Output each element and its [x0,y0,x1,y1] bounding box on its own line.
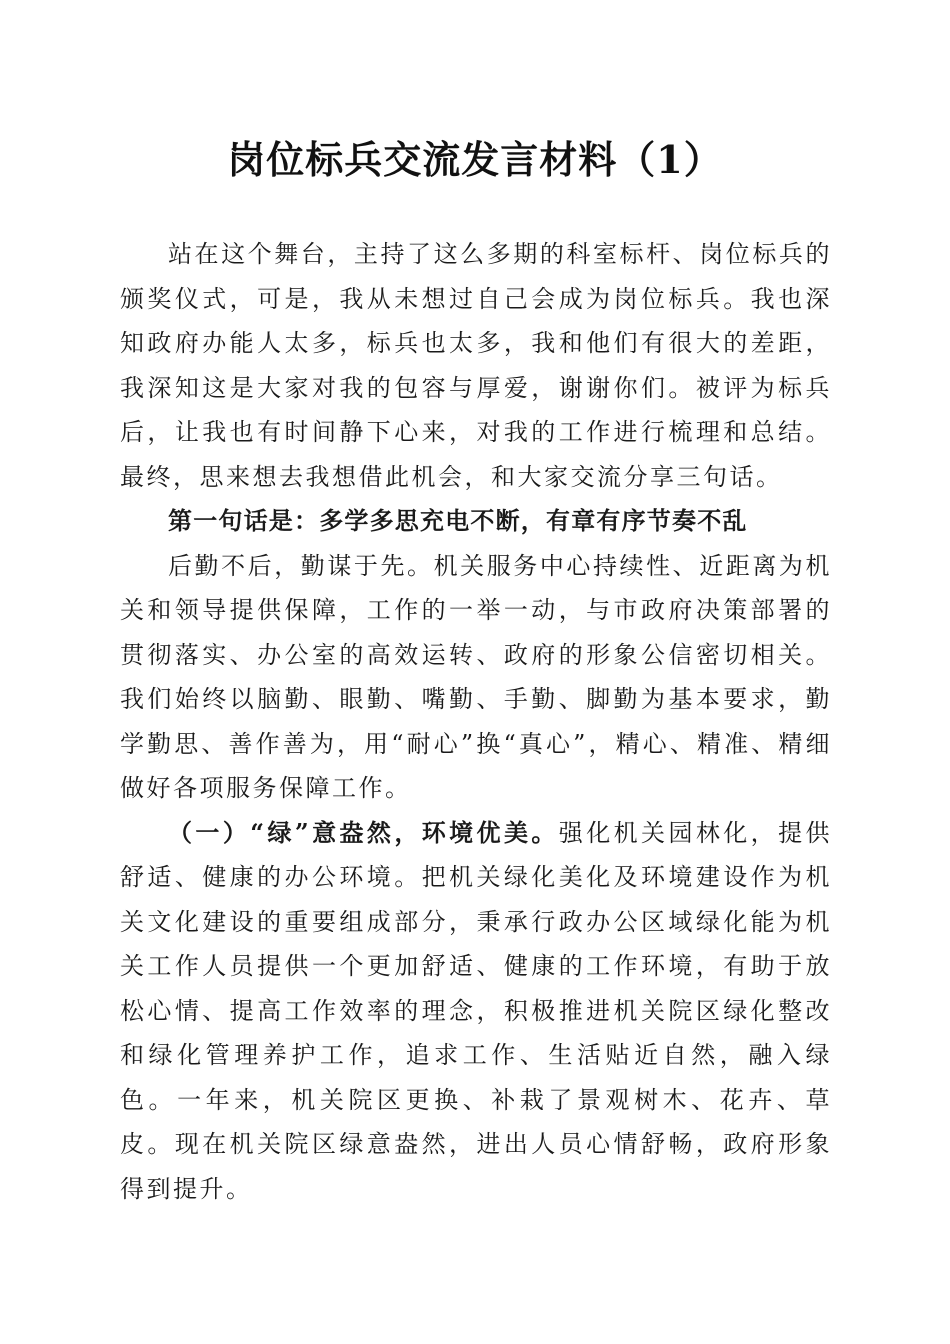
document-title: 岗位标兵交流发言材料（1） [227,137,723,182]
subsection-1-paragraph [120,811,832,1212]
section-1-paragraph: 后勤不后，勤谋于先。机关服务中心持续性、近距离为机关和领导提供保障，工作的一举一动，与市政府决策部署的贯彻落实、办公室的高效运转、政府的形象公信密切相关。我们始终以脑勤、眼勤、嘴勤、手勤、脚勤为基本要求，勤学勤思、善作善为，用“耐心”换“真心”，精心、精准、精细做好各项服务保障工作。 [120,551,832,802]
document-body [120,232,832,1211]
subsection-1-lead: （一）“绿”意盎然，环境优美。 [168,817,559,847]
subsection-1-text: 强化机关园林化，提供舒适、健康的办公环境。把机关绿化美化及环境建设作为机关文化建设的重要组成部分，秉承行政办公区域绿化能为机关工作人员提供一个更加舒适、健康的工作环境，有助于放松心情、提高工作效率的理念，积极推进机关院区绿化整改和绿化管理养护工作，追求工作、生活贴近自然，融入绿色。一年来，机关院区更换、补栽了景观树木、花卉、草皮。现在机关院区绿意盎然，进出人员心情舒畅，政府形象得到提升。 [120,818,833,1203]
intro-paragraph: 站在这个舞台，主持了这么多期的科室标杆、岗位标兵的颁奖仪式，可是，我从未想过自己会成为岗位标兵。我也深知政府办能人太多，标兵也太多，我和他们有很大的差距，我深知这是大家对我的包容与厚爱，谢谢你们。被评为标兵后，让我也有时间静下心来，对我的工作进行梳理和总结。最终，思来想去我想借此机会，和大家交流分享三句话。 [120,240,832,491]
section-heading-1: 第一句话是：多学多思充电不断，有章有序节奏不乱 [168,506,748,535]
